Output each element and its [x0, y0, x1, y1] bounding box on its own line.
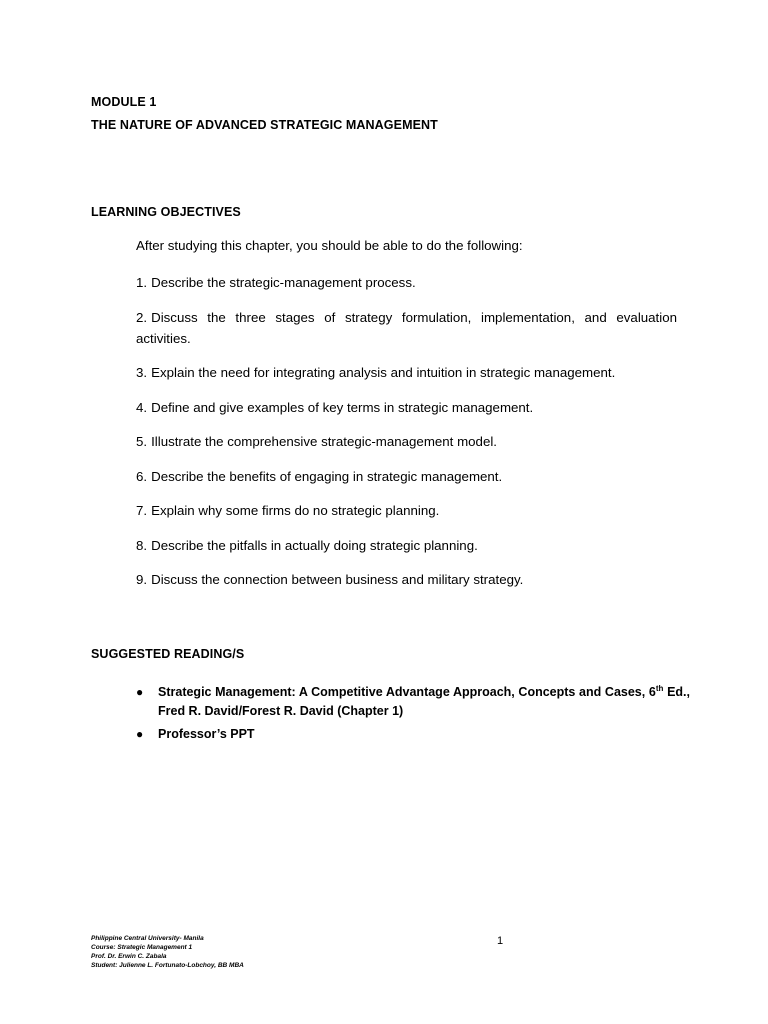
objective-text: Describe the benefits of engaging in strategic management.	[151, 468, 503, 484]
objective-item	[136, 500, 677, 521]
learning-objectives-list	[136, 272, 677, 604]
footer-professor: Prof. Dr. Erwin C. Zabala	[91, 953, 167, 960]
objective-text: Describe the pitfalls in actually doing strategic planning.	[151, 537, 478, 553]
footer-student: Student: Julienne L. Fortunato-Lobchoy, BB MBA	[91, 962, 244, 969]
suggested-readings-heading: SUGGESTED READING/S	[91, 647, 245, 661]
objective-number: 2.	[136, 309, 148, 325]
reading-superscript: th	[655, 683, 664, 693]
footer-university: Philippine Central University- Manila	[91, 935, 204, 942]
learning-objectives-intro: After studying this chapter, you should be able to do the following:	[136, 238, 523, 253]
objective-item	[136, 569, 677, 590]
module-title: THE NATURE OF ADVANCED STRATEGIC MANAGEMENT	[91, 118, 438, 132]
bullet-icon: ●	[136, 685, 144, 699]
reading-item	[136, 683, 690, 721]
footer-info	[91, 934, 244, 970]
objective-text: Discuss the connection between business and military strategy.	[151, 572, 524, 587]
objective-item	[136, 397, 677, 418]
objective-text: Illustrate the comprehensive strategic-management model.	[151, 434, 497, 449]
reading-text: Strategic Management: A Competitive Advantage Approach, Concepts and Cases, 6	[158, 685, 656, 699]
objective-item	[136, 431, 677, 452]
objective-item	[136, 362, 677, 383]
reading-item	[136, 725, 690, 744]
reading-text-continued: Ed., Fred R. David/Forest R. David (Chapter 1)	[158, 685, 690, 718]
objective-text: Explain the need for integrating analysis and intuition in strategic management.	[151, 365, 616, 380]
objective-item	[136, 272, 677, 293]
footer-course: Course: Strategic Management 1	[91, 944, 193, 951]
objective-number: 5.	[136, 434, 148, 449]
objective-number: 9.	[136, 572, 148, 587]
suggested-readings-list	[136, 683, 690, 748]
objective-item	[136, 466, 677, 487]
objective-item	[136, 307, 677, 349]
objective-number: 8.	[136, 537, 148, 553]
objective-number: 3.	[136, 365, 148, 380]
objective-number: 4.	[136, 399, 148, 415]
objective-text: Define and give examples of key terms in strategic management.	[151, 399, 534, 415]
objective-text: Discuss the three stages of strategy formulation, implementation, and evaluation activities.	[136, 309, 677, 346]
page-number: 1	[497, 935, 504, 947]
objective-number: 1.	[136, 275, 148, 290]
objective-item	[136, 535, 677, 556]
objective-text: Explain why some firms do no strategic planning.	[151, 503, 440, 518]
objective-number: 6.	[136, 468, 148, 484]
module-number: MODULE 1	[91, 95, 157, 109]
reading-text: Professor’s PPT	[158, 727, 255, 741]
objective-number: 7.	[136, 503, 148, 518]
learning-objectives-heading: LEARNING OBJECTIVES	[91, 205, 241, 219]
objective-text: Describe the strategic-management process.	[151, 275, 416, 290]
bullet-icon: ●	[136, 727, 144, 741]
